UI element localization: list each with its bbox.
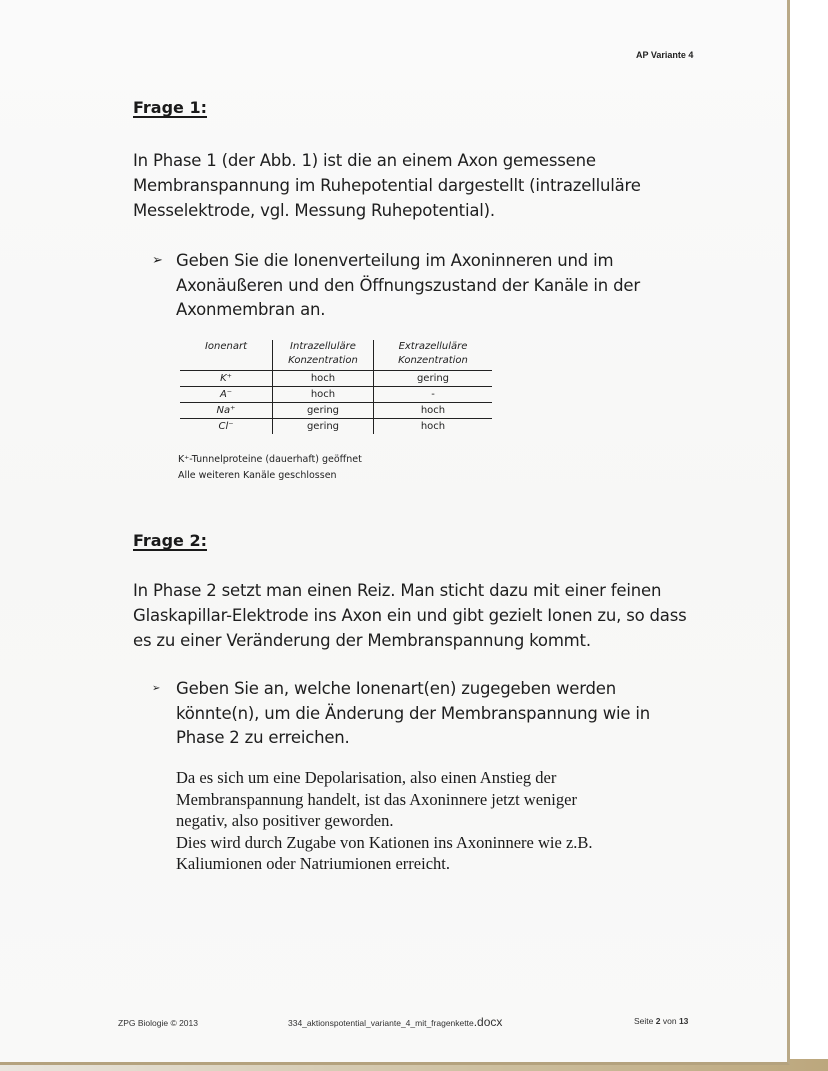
total-pages: 13 xyxy=(678,1016,689,1026)
intracellular-cell: hoch xyxy=(273,371,374,387)
scan-background-right xyxy=(790,0,828,1071)
question-1-intro xyxy=(133,148,641,223)
intracellular-cell: gering xyxy=(273,419,374,435)
footer-page-number: Seite 2 von 13 xyxy=(634,1016,689,1026)
current-page: 2 xyxy=(655,1016,661,1026)
footer-copyright: ZPG Biologie © 2013 xyxy=(118,1018,198,1028)
arrow-bullet-icon: ➢ xyxy=(152,253,163,268)
intracellular-cell: gering xyxy=(273,403,374,419)
table-row xyxy=(180,371,492,387)
filename-base: 334_aktionspotential_variante_4_mit_fragenkette xyxy=(288,1018,474,1028)
extracellular-cell: hoch xyxy=(374,419,493,435)
question-2-answer xyxy=(176,767,656,875)
task-line: Phase 2 zu erreichen. xyxy=(176,728,350,747)
answer-line: Membranspannung handelt, ist das Axoninnere jetzt weniger xyxy=(176,789,577,809)
intro-line: es zu einer Veränderung der Membranspannung kommt. xyxy=(133,631,591,650)
intracellular-cell: hoch xyxy=(273,387,374,403)
intro-line: Membranspannung im Ruhepotential dargestellt (intrazelluläre xyxy=(133,176,641,195)
answer-line: Da es sich um eine Depolarisation, also einen Anstieg der xyxy=(176,768,557,787)
channel-state-notes xyxy=(178,452,362,484)
task-line: könnte(n), um die Änderung der Membranspannung wie in xyxy=(176,703,651,723)
column-header-intracellular: Intrazelluläre Konzentration xyxy=(273,340,374,371)
table-row xyxy=(180,387,492,403)
question-2-title: Frage 2: xyxy=(133,531,207,550)
question-1-task xyxy=(152,249,676,323)
column-header-ion-type: Ionenart xyxy=(204,341,248,352)
ion-distribution-table xyxy=(180,340,492,434)
task-line: Geben Sie an, welche Ionenart(en) zugegeben werden xyxy=(176,679,616,698)
extracellular-cell: hoch xyxy=(374,403,493,419)
ion-cell: K⁺ xyxy=(180,371,273,387)
note-line: K⁺-Tunnelproteine (dauerhaft) geöffnet xyxy=(178,454,362,465)
table-row xyxy=(180,403,492,419)
arrow-bullet-icon: ➢ xyxy=(152,683,161,694)
extracellular-cell: - xyxy=(374,387,493,403)
task-line: Axonäußeren und den Öffnungszustand der Kanäle in der xyxy=(176,275,640,295)
answer-line: Dies wird durch Zugabe von Kationen ins Axoninnere wie z.B. xyxy=(176,832,593,852)
task-line: Axonmembran an. xyxy=(176,300,326,319)
intro-line: Messelektrode, vgl. Messung Ruhepotential). xyxy=(133,201,495,220)
ion-cell: A⁻ xyxy=(180,387,273,403)
footer-filename xyxy=(288,1015,502,1029)
note-line: Alle weiteren Kanäle geschlossen xyxy=(178,470,337,481)
header-variant-label: AP Variante 4 xyxy=(636,50,694,60)
question-2-intro xyxy=(133,578,687,653)
extracellular-cell: gering xyxy=(374,371,493,387)
intro-line: Glaskapillar-Elektrode ins Axon ein und gibt gezielt Ionen zu, so dass xyxy=(133,606,687,625)
filename-extension: .docx xyxy=(473,1015,503,1029)
task-line: Geben Sie die Ionenverteilung im Axoninneren und im xyxy=(176,251,614,270)
intro-line: In Phase 1 (der Abb. 1) ist die an einem Axon gemessene xyxy=(133,151,596,170)
ion-cell: Cl⁻ xyxy=(180,419,273,435)
table-row xyxy=(180,419,492,435)
question-2-task xyxy=(152,677,676,751)
answer-line: Kaliumionen oder Natriumionen erreicht. xyxy=(176,854,450,873)
question-1-title: Frage 1: xyxy=(133,98,207,117)
ion-cell: Na⁺ xyxy=(180,403,273,419)
column-header-extracellular: Extrazelluläre Konzentration xyxy=(374,340,493,371)
answer-line: negativ, also positiver geworden. xyxy=(176,811,394,830)
intro-line: In Phase 2 setzt man einen Reiz. Man sticht dazu mit einer feinen xyxy=(133,581,662,600)
